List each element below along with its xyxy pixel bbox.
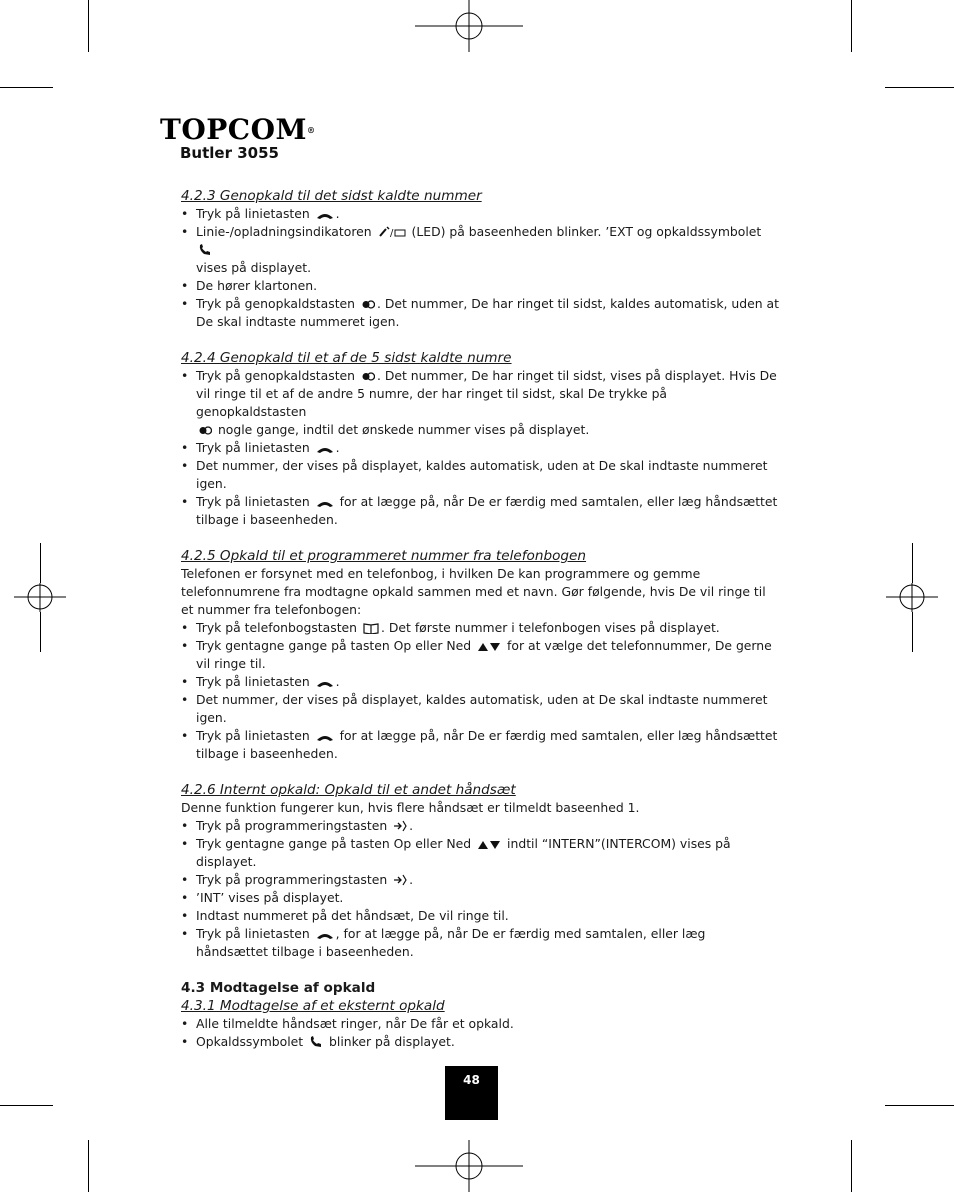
section-heading: 4.2.4 Genopkald til et af de 5 sidst kaldte numre xyxy=(181,350,512,366)
list-item: • Tryk på programmeringstasten . xyxy=(181,871,781,889)
crop-mark xyxy=(885,87,954,88)
crop-mark xyxy=(912,543,913,583)
list-item: • Tryk gentagne gange på tasten Op eller Ned indtil “INTERN”(INTERCOM) vises på displayet. xyxy=(181,835,781,871)
list-item: • Tryk på programmeringstasten . xyxy=(181,817,781,835)
list-item: • Tryk på linietasten for at lægge på, når De er færdig med samtalen, eller læg håndsættet tilbage i baseenheden. xyxy=(181,727,781,763)
section-intro: Denne funktion fungerer kun, hvis flere håndsæt er tilmeldt baseenhed 1. xyxy=(181,800,640,815)
line-key-icon xyxy=(316,210,334,220)
redial-key-icon xyxy=(198,425,212,436)
instruction-list xyxy=(181,205,781,331)
list-item: • Tryk på telefonbogstasten . Det første nummer i telefonbogen vises på displayet. xyxy=(181,619,781,637)
crop-mark xyxy=(40,612,41,652)
subsection-heading: 4.3.1 Modtagelse af et eksternt opkald xyxy=(181,998,445,1014)
section-heading: 4.3 Modtagelse af opkald xyxy=(181,980,376,996)
crop-mark xyxy=(88,0,89,52)
list-item: • Tryk på genopkaldstasten . Det nummer, De har ringet til sidst, kaldes automatisk, uden at De skal indtaste nummeret igen. xyxy=(181,295,781,331)
up-down-arrows-icon xyxy=(477,840,501,850)
crop-mark xyxy=(0,87,53,88)
svg-text:/: / xyxy=(389,228,393,238)
list-item: • Tryk på genopkaldstasten . Det nummer, De har ringet til sidst, vises på displayet. Hvis De vil ringe til et af de andre 5 numre, der har ringet til sidst, skal De trykke på genopkaldstasten nogle gange, indtil det ønskede nummer vises på displayet. xyxy=(181,367,781,439)
crop-mark xyxy=(40,543,41,583)
line-key-icon xyxy=(316,678,334,688)
line-key-icon xyxy=(316,444,334,454)
list-item: • Alle tilmeldte håndsæt ringer, når De får et opkald. xyxy=(181,1015,781,1033)
list-item: • Tryk gentagne gange på tasten Op eller Ned for at vælge det telefonnummer, De gerne vil ringe til. xyxy=(181,637,781,673)
list-item: • Det nummer, der vises på displayet, kaldes automatisk, uden at De skal indtaste nummeret igen. xyxy=(181,457,781,493)
section-heading: 4.2.3 Genopkald til det sidst kaldte nummer xyxy=(181,188,482,204)
registration-mark xyxy=(14,583,66,612)
line-key-icon xyxy=(316,930,334,940)
call-symbol-icon xyxy=(309,1036,323,1048)
program-key-icon xyxy=(393,874,407,886)
list-item: • ’INT’ vises på displayet. xyxy=(181,889,781,907)
registration-mark xyxy=(415,0,523,52)
list-item: • Tryk på linietasten . xyxy=(181,205,781,223)
line-led-icon xyxy=(378,226,406,238)
manual-content xyxy=(181,187,781,1051)
crop-mark xyxy=(885,1105,954,1106)
program-key-icon xyxy=(393,820,407,832)
model-name: Butler 3055 xyxy=(180,144,279,162)
up-down-arrows-icon xyxy=(477,642,501,652)
list-item: • Tryk på linietasten , for at lægge på, når De er færdig med samtalen, eller læg håndsættet tilbage i baseenheden. xyxy=(181,925,781,961)
list-item: • Tryk på linietasten . xyxy=(181,673,781,691)
redial-key-icon xyxy=(361,299,375,310)
crop-mark xyxy=(0,1105,53,1106)
redial-key-icon xyxy=(361,371,375,382)
list-item: • Indtast nummeret på det håndsæt, De vil ringe til. xyxy=(181,907,781,925)
list-item: • Linie-/opladningsindikatoren / (LED) på baseenheden blinker. ’EXT og opkaldssymbolet vises på displayet. xyxy=(181,223,781,277)
crop-mark xyxy=(851,0,852,52)
instruction-list xyxy=(181,367,781,529)
instruction-list xyxy=(181,1015,781,1051)
registration-mark xyxy=(886,583,938,612)
section-heading: 4.2.6 Internt opkald: Opkald til et andet håndsæt xyxy=(181,782,516,798)
list-item: • Opkaldssymbolet blinker på displayet. xyxy=(181,1033,781,1051)
line-key-icon xyxy=(316,732,334,742)
list-item: • Tryk på linietasten for at lægge på, når De er færdig med samtalen, eller læg håndsættet tilbage i baseenheden. xyxy=(181,493,781,529)
list-item: • Tryk på linietasten . xyxy=(181,439,781,457)
registration-mark xyxy=(415,1140,523,1192)
list-item: • De hører klartonen. xyxy=(181,277,781,295)
section-heading: 4.2.5 Opkald til et programmeret nummer fra telefonbogen xyxy=(181,548,587,564)
section-intro: Telefonen er forsynet med en telefonbog, i hvilken De kan programmere og gemme telefonnumrene fra modtagne opkald sammen med et navn. Gør følgende, hvis De vil ringe til et nummer fra telefonbogen: xyxy=(181,566,766,617)
crop-mark xyxy=(851,1140,852,1192)
line-key-icon xyxy=(316,498,334,508)
instruction-list xyxy=(181,619,781,763)
crop-mark xyxy=(912,612,913,652)
page-number: 48 xyxy=(445,1066,498,1120)
call-symbol-icon xyxy=(198,244,212,256)
crop-mark xyxy=(88,1140,89,1192)
phonebook-key-icon xyxy=(363,622,379,634)
brand-logo: TOPCOM® xyxy=(160,113,316,146)
instruction-list xyxy=(181,817,781,961)
list-item: • Det nummer, der vises på displayet, kaldes automatisk, uden at De skal indtaste nummeret igen. xyxy=(181,691,781,727)
